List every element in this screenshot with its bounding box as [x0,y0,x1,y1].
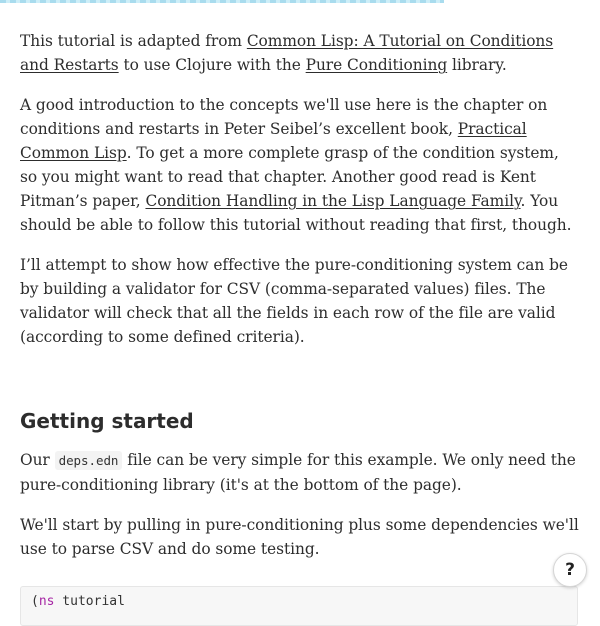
code-paren: ( [31,594,39,609]
reading-progress-bar [0,0,600,3]
link-condition-handling-paper[interactable]: Condition Handling in the Lisp Language Family [145,192,521,210]
intro-paragraph-3: I’ll attempt to show how effective the pure-conditioning system can be by building a validator for CSV (comma-separated values) files. The validator will check that all the fields in each row of the file are valid (according to some defined criteria). [20,256,568,346]
code-block[interactable] [20,586,578,626]
getting-started-paragraph-1: Our deps.edn file can be very simple for this example. We only need the pure-conditioning library (it's at the bottom of the page). [20,451,576,494]
question-mark-icon: ? [565,560,575,580]
intro-paragraph-2: A good introduction to the concepts we'll use here is the chapter on conditions and restarts in Peter Seibel’s excellent book, Practical Common Lisp. To get a more complete grasp of the condition system, so you might want to read that chapter. Another good read is Kent Pitman’s paper, Condition Handling in the Lisp Language Family. You should be able to follow this tutorial without reading that first, though. [20,96,572,234]
link-pure-conditioning[interactable]: Pure Conditioning [305,56,448,74]
help-button[interactable] [553,553,587,587]
link-practical-common-lisp[interactable]: Practical Common Lisp [20,120,527,162]
code-namespace: tutorial [54,594,125,609]
article-content [20,29,580,577]
link-common-lisp-tutorial[interactable]: Common Lisp: A Tutorial on Conditions and Restarts [20,32,554,74]
inline-code-deps-edn: deps.edn [55,451,123,470]
section-heading-getting-started: Getting started [20,409,194,433]
code-keyword-ns: ns [38,594,55,609]
reading-progress-fill [0,0,444,3]
getting-started-paragraph-2: We'll start by pulling in pure-conditioning plus some dependencies we'll use to parse CSV and do some testing. [20,516,579,558]
intro-paragraph-1: This tutorial is adapted from Common Lisp: A Tutorial on Conditions and Restarts to use Clojure with the Pure Conditioning library. [20,32,554,74]
